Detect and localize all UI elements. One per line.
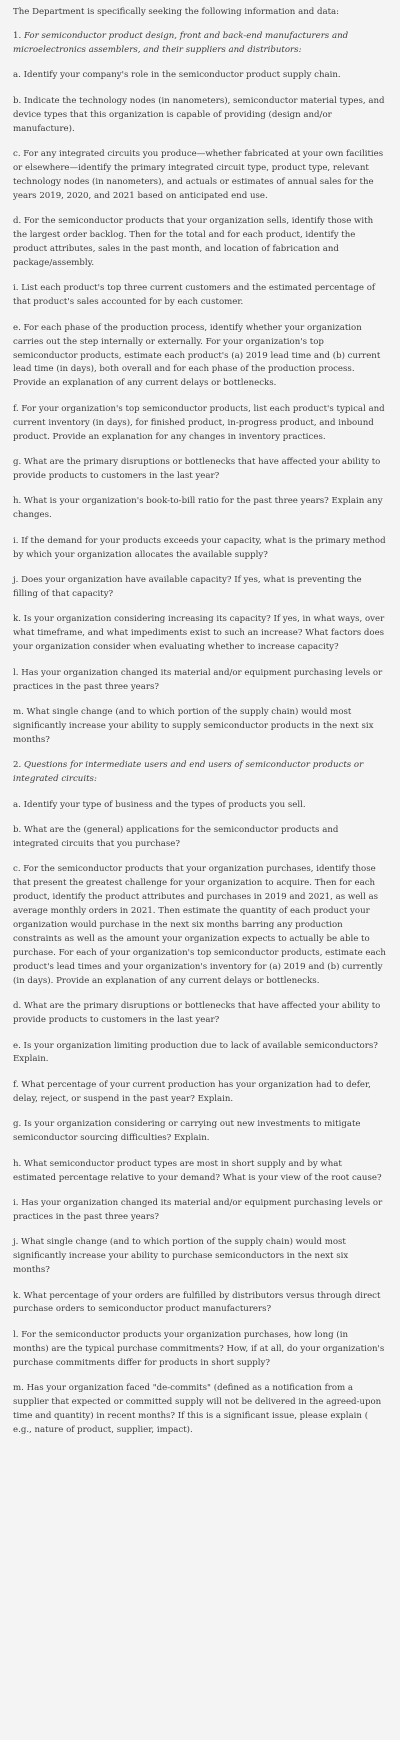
question-2m: m. Has your organization faced "de-commits" (defined as a notification from a supplier that expected or committed supply will not be delivered in the agreed-upon time and quantity) in recent months? If this is a significant issue, please explain ( e.g., nature of product, supplier, impact). — [13, 1383, 382, 1435]
question-1d: d. For the semiconductor products that your organization sells, identify those with the largest order backlog. Then for the total and for each product, identify the product attributes, sales in the past month, and location of fabrication and package/assembly. — [13, 216, 374, 268]
question-1f: f. For your organization's top semiconductor products, list each product's typical and current inventory (in days), for finished product, in-progress product, and inbound product. Provide an explanation for any changes in inventory practices. — [13, 403, 385, 442]
question-1k: k. Is your organization considering increasing its capacity? If yes, in what ways, over what timeframe, and what impediments exist to such an increase? What factors does your organization consider when evaluating whether to increase capacity? — [13, 614, 385, 653]
section-2-heading — [13, 759, 386, 787]
section-1-heading-text: For semiconductor product design, front and back-end manufacturers and microelectronics assemblers, and their suppliers and distributors: — [13, 30, 349, 55]
question-2c: c. For the semiconductor products that your organization purchases, identify those that present the greatest challenge for your organization to acquire. Then for each product, identify the product attributes and purchases in 2019 and 2021, as well as average monthly orders in 2021. Then estimate the quantity of each product your organization would purchase in the next six months barring any production constraints as well as the amount your organization expects to actually be able to purchase. For each of your organization's top semiconductor products, estimate each product's lead times and your organization's inventory for (a) 2019 and (b) currently (in days). Provide an explanation of any current delays or bottlenecks. — [13, 864, 386, 986]
question-2j: j. What single change (and to which portion of the supply chain) would most significantly increase your ability to purchase semiconductors in the next six months? — [13, 1237, 349, 1276]
question-1m: m. What single change (and to which portion of the supply chain) would most significantly increase your ability to supply semiconductor products in the next six months? — [13, 707, 374, 745]
question-2a: a. Identify your type of business and the types of products you sell. — [13, 799, 306, 810]
question-1h: h. What is your organization's book-to-bill ratio for the past three years? Explain any changes. — [13, 496, 383, 521]
intro-text: The Department is specifically seeking the following information and data: — [13, 7, 340, 17]
question-1g: g. What are the primary disruptions or bottlenecks that have affected your ability to provide products to customers in the last year? — [13, 457, 381, 481]
question-2l: l. For the semiconductor products your organization purchases, how long (in months) are the typical purchase commitments? How, if at all, do your organization's purchase commitments differ for products in short supply? — [13, 1329, 385, 1368]
section-1-heading — [13, 30, 386, 58]
question-2k: k. What percentage of your orders are fulfilled by distributors versus through direct purchase orders to semiconductor product manufacturers? — [13, 1290, 381, 1315]
section-1-number: 1. — [13, 30, 22, 41]
question-1c: c. For any integrated circuits you produce—whether fabricated at your own facilities or elsewhere—identify the primary integrated circuit type, product type, relevant technology nodes (in nanometers), and actuals or estimates of annual sales for the years 2019, 2020, and 2021 based on anticipated end use. — [13, 148, 384, 201]
question-2b: b. What are the (general) applications for the semiconductor products and integrated circuits that you purchase? — [13, 825, 339, 849]
question-2f: f. What percentage of your current production has your organization had to defer, delay, reject, or suspend in the past year? Explain. — [13, 1079, 371, 1104]
question-2e: e. Is your organization limiting production due to lack of available semiconductors? Explain. — [13, 1040, 378, 1065]
section-2-number: 2. — [13, 760, 22, 771]
question-2d: d. What are the primary disruptions or bottlenecks that have affected your ability to provide products to customers in the last year? — [13, 1001, 381, 1026]
question-1d-i: i. List each product's top three current customers and the estimated percentage of that product's sales accounted for by each customer. — [13, 283, 376, 308]
question-1e: e. For each phase of the production process, identify whether your organization carries out the step internally or externally. For your organization's top semiconductor products, estimate each product's (a) 2019 lead time and (b) current lead time (in days), both overall and for each phase of the production process. Provide an explanation of any current delays or bottlenecks. — [13, 322, 381, 389]
question-1l: l. Has your organization changed its material and/or equipment purchasing levels or practices in the past three years? — [13, 667, 383, 692]
question-1i: i. If the demand for your products exceeds your capacity, what is the primary method by which your organization allocates the available supply? — [13, 535, 386, 560]
section-2-heading-text: Questions for intermediate users and end users of semiconductor products or integrated circuits: — [13, 760, 364, 785]
question-1j: j. Does your organization have available capacity? If yes, what is preventing the filling of that capacity? — [13, 575, 362, 599]
question-1b: b. Indicate the technology nodes (in nanometers), semiconductor material types, and device types that this organization is capable of providing (design and/or manufacture). — [13, 95, 385, 134]
question-2h: h. What semiconductor product types are most in short supply and by what estimated percentage relative to your demand? What is your view of the root cause? — [13, 1158, 382, 1183]
question-2g: g. Is your organization considering or carrying out new investments to mitigate semiconductor sourcing difficulties? Explain. — [13, 1119, 361, 1144]
question-1a: a. Identify your company's role in the semiconductor product supply chain. — [13, 70, 341, 81]
question-2i: i. Has your organization changed its material and/or equipment purchasing levels or practices in the past three years? — [13, 1197, 383, 1222]
